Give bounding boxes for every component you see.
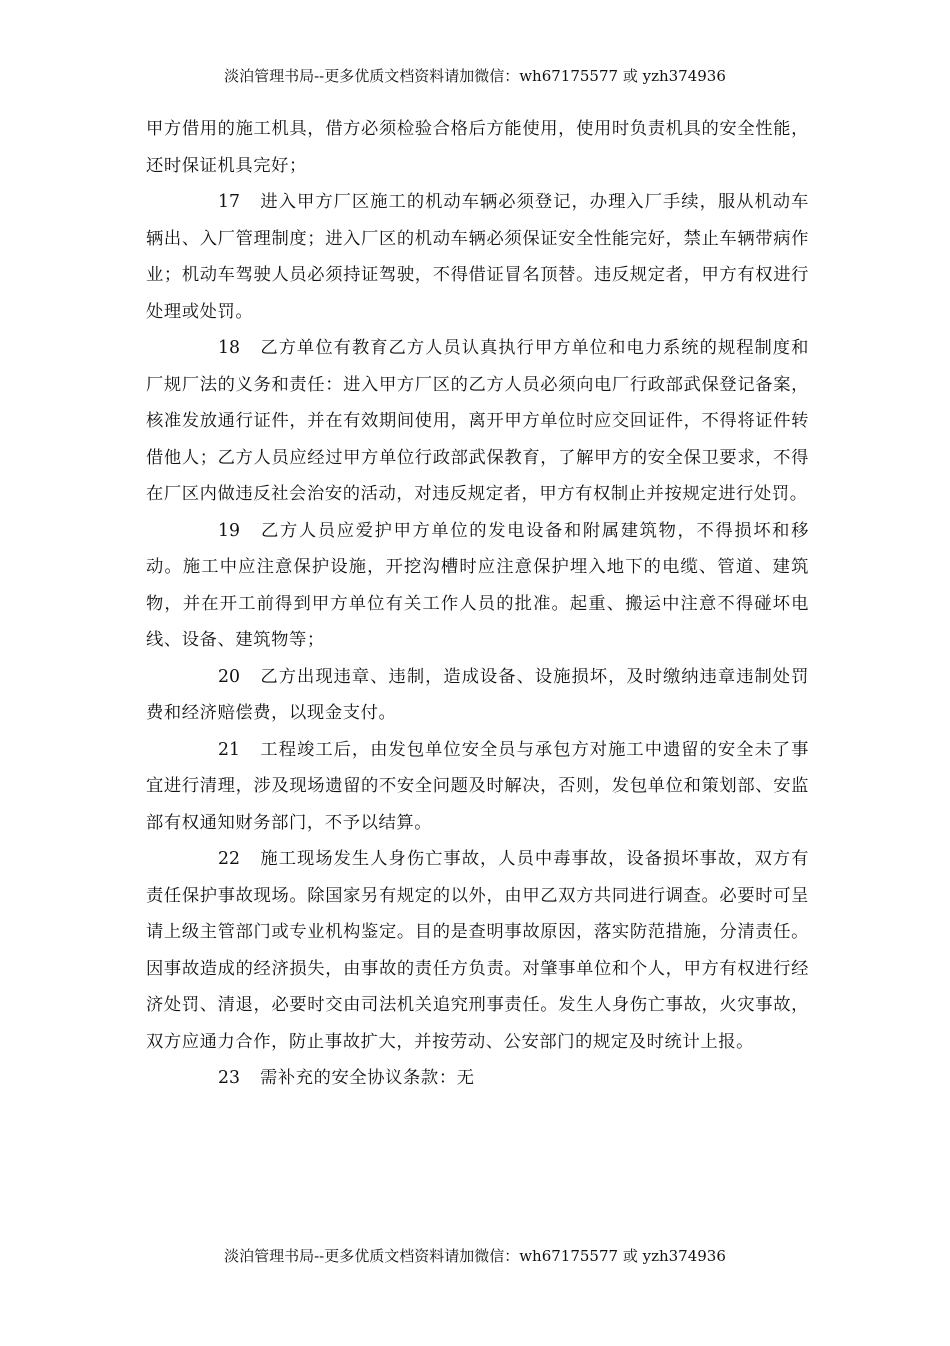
clause-20 bbox=[146, 659, 809, 732]
clause-number: 19 bbox=[218, 520, 240, 541]
clause-19 bbox=[146, 513, 809, 659]
clause-text: 乙方出现违章、违制，造成设备、设施损坏，及时缴纳违章违制处罚费和经济赔偿费，以现金支付。 bbox=[146, 666, 809, 723]
clause-text: 施工现场发生人身伤亡事故，人员中毒事故，设备损坏事故，双方有责任保护事故现场。除国家另有规定的以外，由甲乙双方共同进行调查。必要时可呈请上级主管部门或专业机构鉴定。目的是查明事故原因，落实防范措施，分清责任。因事故造成的经济损失，由事故的责任方负责。对肇事单位和个人，甲方有权进行经济处罚、清退，必要时交由司法机关追究刑事责任。发生人身伤亡事故，火灾事故，双方应通力合作，防止事故扩大，并按劳动、公安部门的规定及时统计上报。 bbox=[146, 849, 809, 1052]
clause-21 bbox=[146, 732, 809, 842]
clause-number: 22 bbox=[218, 849, 240, 869]
clause-23 bbox=[146, 1060, 809, 1097]
clause-number: 18 bbox=[218, 338, 240, 358]
clause-text: 乙方单位有教育乙方人员认真执行甲方单位和电力系统的规程制度和厂规厂法的义务和责任：进入甲方厂区的乙方人员必须向电厂行政部武保登记备案，核准发放通行证件，并在有效期间使用，离开甲方单位时应交回证件，不得将证件转借他人；乙方人员应经过甲方单位行政部武保教育，了解甲方的安全保卫要求，不得在厂区内做违反社会治安的活动，对违反规定者，甲方有权制止并按规定进行处罚。 bbox=[146, 338, 809, 504]
clause-17 bbox=[146, 184, 809, 330]
clause-text: 工程竣工后，由发包单位安全员与承包方对施工中遗留的安全未了事宜进行清理，涉及现场遗留的不安全问题及时解决，否则，发包单位和策划部、安监部有权通知财务部门，不予以结算。 bbox=[146, 739, 809, 833]
clause-text: 乙方人员应爱护甲方单位的发电设备和附属建筑物，不得损坏和移动。施工中应注意保护设施，开挖沟槽时应注意保护埋入地下的电缆、管道、建筑物，并在开工前得到甲方单位有关工作人员的批准。起重、搬运中注意不得碰坏电线、设备、建筑物等； bbox=[146, 520, 809, 650]
page-footer: 淡泊管理书局--更多优质文档资料请加微信：wh67175577 或 yzh374936 bbox=[224, 1247, 726, 1265]
continuation-paragraph: 甲方借用的施工机具，借方必须检验合格后方能使用，使用时负责机具的安全性能，还时保证机具完好； bbox=[146, 119, 809, 176]
document-body bbox=[146, 111, 809, 1097]
clause-number: 20 bbox=[218, 666, 240, 687]
clause-18 bbox=[146, 330, 809, 513]
page-header: 淡泊管理书局--更多优质文档资料请加微信：wh67175577 或 yzh374936 bbox=[224, 67, 726, 85]
clause-number: 17 bbox=[218, 192, 240, 212]
clause-text: 需补充的安全协议条款：无 bbox=[260, 1068, 475, 1088]
clause-number: 21 bbox=[218, 739, 240, 760]
clause-number: 23 bbox=[218, 1068, 240, 1088]
clause-text: 进入甲方厂区施工的机动车辆必须登记，办理入厂手续，服从机动车辆出、入厂管理制度；进入厂区的机动车辆必须保证安全性能完好，禁止车辆带病作业；机动车驾驶人员必须持证驾驶，不得借证冒名顶替。违反规定者，甲方有权进行处理或处罚。 bbox=[146, 192, 809, 322]
clause-22 bbox=[146, 841, 809, 1060]
